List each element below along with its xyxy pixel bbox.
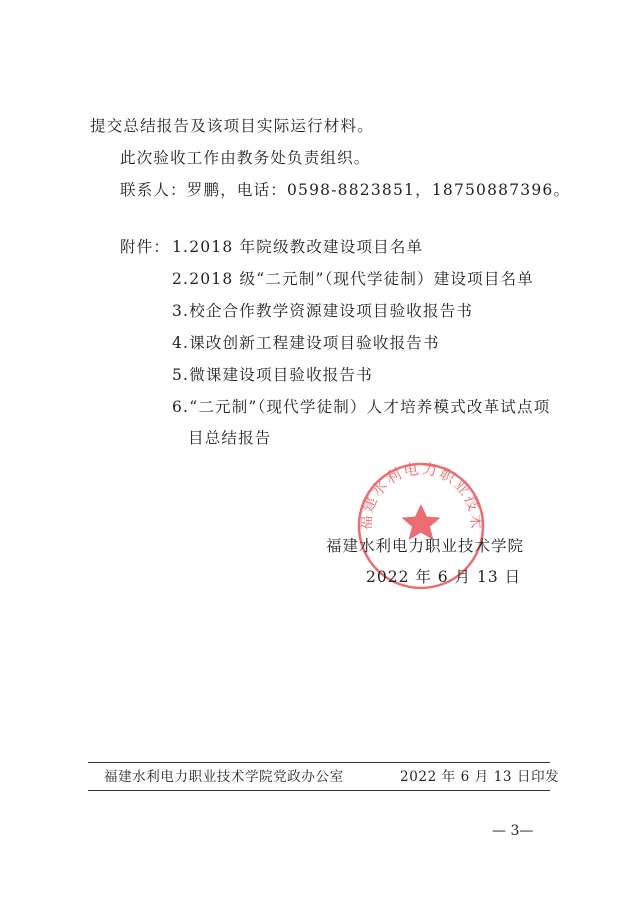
signing-organization: 福建水利电力职业技术学院 [326,537,525,555]
attachment-item-3: 3.校企合作教学资源建设项目验收报告书 [172,302,474,320]
page-number: — 3— [492,823,534,839]
footer-issuer: 福建水利电力职业技术学院党政办公室 [104,769,344,785]
attachments-label: 附件： [120,238,171,256]
attachment-item-5: 5.微课建设项目验收报告书 [172,366,373,384]
contact-line: 联系人：罗鹏，电话：0598-8823851，18750887396。 [120,181,571,199]
seal-text: 福建水利电力职业技术 [356,459,486,532]
star-icon [402,504,441,540]
footer-issue-date: 2022 年 6 月 13 日印发 [400,769,560,785]
signing-date: 2022 年 6 月 13 日 [366,568,522,586]
footer-top-rule [88,762,550,763]
footer-bottom-rule [88,790,550,791]
attachment-item-6-continued: 目总结报告 [188,429,272,447]
body-line-1: 提交总结报告及该项目实际运行材料。 [90,117,374,135]
attachment-item-4: 4.课改创新工程建设项目验收报告书 [172,334,440,352]
attachment-item-1: 1.2018 年院级教改建设项目名单 [172,238,424,256]
attachment-item-2: 2.2018 级“二元制”（现代学徒制）建设项目名单 [172,270,534,288]
attachment-item-6: 6.“二元制”（现代学徒制）人才培养模式改革试点项 [172,398,551,416]
body-line-2: 此次验收工作由教务处负责组织。 [120,149,371,167]
